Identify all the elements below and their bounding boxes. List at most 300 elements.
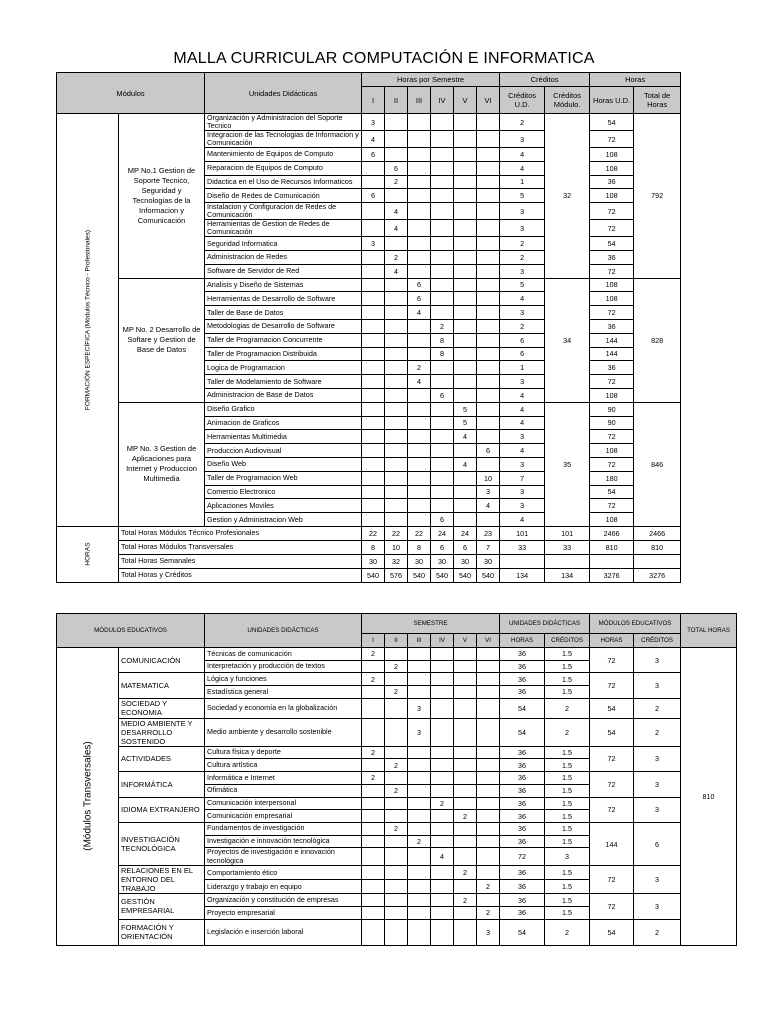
t2-semester-hours <box>477 784 500 797</box>
semester-header: III <box>408 87 431 114</box>
semester-hours <box>385 375 408 389</box>
semester-hours <box>408 444 431 458</box>
semester-hours <box>431 278 454 292</box>
t2-semester-hours <box>408 880 431 894</box>
semester-hours <box>385 361 408 375</box>
semester-hours <box>454 471 477 485</box>
semester-hours <box>362 388 385 402</box>
totals-credits-ud: 101 <box>500 526 545 540</box>
t2-unit-hours: 36 <box>500 784 545 797</box>
t2-semester-hours <box>362 866 385 880</box>
t2-semester-hours: 2 <box>362 648 385 661</box>
t2-unit-name: Proyecto empresarial <box>205 906 362 919</box>
t2-unit-hours: 54 <box>500 919 545 945</box>
unit-credits: 3 <box>500 306 545 320</box>
t2-semester-hours <box>454 880 477 894</box>
semester-hours <box>385 499 408 513</box>
semester-hours: 4 <box>477 499 500 513</box>
semester-hours <box>454 306 477 320</box>
t2-unit-credits: 1.5 <box>545 906 590 919</box>
semester-hours: 8 <box>431 333 454 347</box>
semester-hours <box>362 220 385 237</box>
unit-hours: 108 <box>590 292 634 306</box>
unit-credits: 4 <box>500 402 545 416</box>
t2-semester-hours <box>385 906 408 919</box>
t2-module-credits: 3 <box>634 772 681 797</box>
t2-unit-row <box>57 866 737 880</box>
t2-semester-hours <box>431 648 454 661</box>
semester-hours <box>454 175 477 189</box>
totals-semester: 540 <box>431 568 454 582</box>
t2-semester-hours <box>477 648 500 661</box>
semester-hours <box>477 430 500 444</box>
semester-hours: 5 <box>454 416 477 430</box>
t2-module-credits: 3 <box>634 797 681 822</box>
t2-semester-hours <box>385 919 408 945</box>
t2-semester-hours <box>362 880 385 894</box>
t2-semester-hours <box>431 894 454 907</box>
semester-hours <box>431 499 454 513</box>
t2-unit-hours: 36 <box>500 759 545 772</box>
unit-credits: 6 <box>500 347 545 361</box>
t2-semester-hours <box>385 648 408 661</box>
t2-semester-hours <box>477 686 500 699</box>
semester-hours <box>408 220 431 237</box>
totals-semester: 22 <box>362 526 385 540</box>
t2-semester-header: I <box>362 634 385 648</box>
unit-credits: 3 <box>500 375 545 389</box>
totals-semester: 30 <box>431 554 454 568</box>
t2-module-credits: 3 <box>634 894 681 919</box>
t2-semester-hours <box>408 759 431 772</box>
unit-credits: 3 <box>500 264 545 278</box>
semester-hours <box>385 402 408 416</box>
t2-semester-hours <box>362 810 385 823</box>
semester-hours <box>431 250 454 264</box>
t2-module-hours: 54 <box>590 698 634 718</box>
t2-semester-hours <box>454 759 477 772</box>
unit-row <box>57 402 681 416</box>
t2-semester-hours <box>454 784 477 797</box>
t2-unit-row <box>57 894 737 907</box>
semester-hours <box>477 416 500 430</box>
semester-hours <box>477 237 500 251</box>
semester-hours: 4 <box>454 430 477 444</box>
t2-semester-hours <box>431 822 454 835</box>
semester-hours <box>431 471 454 485</box>
semester-header: VI <box>477 87 500 114</box>
unit-hours: 108 <box>590 278 634 292</box>
semester-hours <box>431 444 454 458</box>
semester-hours <box>431 375 454 389</box>
t2-semester-header: II <box>385 634 408 648</box>
semester-hours <box>477 513 500 527</box>
t2-module-hours: 72 <box>590 894 634 919</box>
semester-hours: 6 <box>431 388 454 402</box>
totals-row <box>57 554 681 568</box>
t2-unit-row <box>57 718 737 746</box>
t2-unit-name: Comportamiento ético <box>205 866 362 880</box>
t2-semester-hours <box>431 772 454 785</box>
t2-header-total-horas: TOTAL HORAS <box>681 614 737 648</box>
semester-hours <box>385 388 408 402</box>
semester-hours <box>385 333 408 347</box>
semester-hours <box>385 278 408 292</box>
t2-module-name: INFORMÁTICA <box>119 772 205 797</box>
semester-hours <box>477 203 500 220</box>
totals-row <box>57 526 681 540</box>
t2-semester-hours <box>477 718 500 746</box>
t2-semester-hours <box>408 866 431 880</box>
unit-name: Herramientas Multimedia <box>205 430 362 444</box>
t2-unit-hours: 36 <box>500 822 545 835</box>
t2-semester-hours <box>454 797 477 810</box>
semester-hours <box>362 333 385 347</box>
t2-unit-credits: 1.5 <box>545 660 590 673</box>
semester-hours <box>408 457 431 471</box>
semester-hours <box>454 114 477 131</box>
t2-unit-name: Ofimática <box>205 784 362 797</box>
t2-unit-credits: 2 <box>545 919 590 945</box>
unit-name: Diseño Web <box>205 457 362 471</box>
t2-semester-hours <box>431 686 454 699</box>
semester-hours <box>362 402 385 416</box>
unit-name: Comercio Electronico <box>205 485 362 499</box>
semester-hours <box>362 361 385 375</box>
semester-hours <box>477 375 500 389</box>
t2-semester-hours <box>477 822 500 835</box>
t2-unit-row <box>57 772 737 785</box>
unit-hours: 72 <box>590 430 634 444</box>
totals-credits-module: 33 <box>545 540 590 554</box>
semester-hours <box>385 148 408 162</box>
semester-hours <box>431 292 454 306</box>
semester-hours <box>477 250 500 264</box>
unit-hours: 36 <box>590 250 634 264</box>
t2-module-credits: 2 <box>634 718 681 746</box>
t2-semester-hours: 2 <box>385 759 408 772</box>
unit-name: Administracion de Base de Datos <box>205 388 362 402</box>
t2-module-hours: 144 <box>590 822 634 865</box>
unit-credits: 4 <box>500 148 545 162</box>
semester-hours <box>362 175 385 189</box>
t2-semester-hours <box>454 660 477 673</box>
t2-semester-hours <box>408 673 431 686</box>
t2-header-me-horas: HORAS <box>590 634 634 648</box>
header-modulos: Módulos <box>57 73 205 114</box>
semester-hours <box>431 220 454 237</box>
semester-header: I <box>362 87 385 114</box>
t2-semester-hours <box>408 797 431 810</box>
semester-hours <box>408 499 431 513</box>
totals-semester: 6 <box>431 540 454 554</box>
t2-module-hours: 72 <box>590 746 634 771</box>
totals-credits-module: 134 <box>545 568 590 582</box>
semester-hours <box>477 189 500 203</box>
t2-semester-hours <box>385 797 408 810</box>
t2-semester-hours <box>362 835 385 848</box>
semester-hours <box>477 402 500 416</box>
unit-credits: 5 <box>500 189 545 203</box>
t2-semester-hours <box>431 746 454 759</box>
t2-semester-hours <box>385 835 408 848</box>
unit-credits: 5 <box>500 278 545 292</box>
semester-hours: 2 <box>385 250 408 264</box>
t2-semester-hours <box>454 772 477 785</box>
t2-header-unidades: UNIDADES DIDÁCTICAS <box>205 614 362 648</box>
unit-credits: 4 <box>500 292 545 306</box>
semester-hours <box>454 485 477 499</box>
t2-module-name: MEDIO AMBIENTE Y DESARROLLO SOSTENIDO <box>119 718 205 746</box>
t2-semester-hours <box>477 660 500 673</box>
t2-unit-row <box>57 673 737 686</box>
semester-hours <box>477 161 500 175</box>
horas-label: HORAS <box>84 542 91 566</box>
semester-hours: 2 <box>408 361 431 375</box>
semester-hours <box>431 430 454 444</box>
semester-hours <box>408 430 431 444</box>
unit-hours: 108 <box>590 513 634 527</box>
t2-semester-hours: 2 <box>454 894 477 907</box>
semester-hours <box>431 189 454 203</box>
t2-module-hours: 72 <box>590 673 634 698</box>
t2-unit-hours: 36 <box>500 648 545 661</box>
t2-semester-hours <box>408 919 431 945</box>
totals-hours-total: 810 <box>634 540 681 554</box>
t2-semester-hours <box>385 718 408 746</box>
semester-hours <box>362 203 385 220</box>
unit-credits: 7 <box>500 471 545 485</box>
t2-semester-header: IV <box>431 634 454 648</box>
unit-hours: 108 <box>590 189 634 203</box>
t2-semester-hours <box>477 772 500 785</box>
unit-name: Taller de Base de Datos <box>205 306 362 320</box>
t2-semester-hours <box>477 698 500 718</box>
technical-modules-table <box>56 72 681 583</box>
semester-hours <box>454 148 477 162</box>
totals-credits-ud <box>500 554 545 568</box>
unit-hours: 72 <box>590 203 634 220</box>
t2-module-name: IDIOMA EXTRANJERO <box>119 797 205 822</box>
unit-name: Herramientas de Gestion de Redes de Comunicación <box>205 220 362 237</box>
t2-semester-hours <box>385 848 408 866</box>
semester-header: V <box>454 87 477 114</box>
t2-semester-hours: 2 <box>477 880 500 894</box>
t2-unit-credits: 1.5 <box>545 894 590 907</box>
semester-hours <box>454 292 477 306</box>
semester-hours: 4 <box>385 220 408 237</box>
t2-semester-hours: 2 <box>385 784 408 797</box>
t2-unit-hours: 36 <box>500 772 545 785</box>
t2-unit-name: Comunicación interpersonal <box>205 797 362 810</box>
totals-semester: 576 <box>385 568 408 582</box>
t2-semester-hours <box>431 810 454 823</box>
t2-unit-name: Lógica y funciones <box>205 673 362 686</box>
t2-semester-hours <box>454 648 477 661</box>
t2-semester-hours: 2 <box>477 906 500 919</box>
t2-module-name: FORMACIÓN Y ORIENTACIÓN <box>119 919 205 945</box>
unit-credits: 3 <box>500 499 545 513</box>
t2-unit-name: Informática e Internet <box>205 772 362 785</box>
totals-semester: 540 <box>477 568 500 582</box>
unit-name: Metodologias de Desarrollo de Software <box>205 319 362 333</box>
t2-semester-hours <box>362 797 385 810</box>
unit-name: Analisis y Diseño de Sistemas <box>205 278 362 292</box>
t2-unit-row <box>57 797 737 810</box>
totals-hours-ud: 810 <box>590 540 634 554</box>
unit-name: Taller de Modelamiento de Software <box>205 375 362 389</box>
t2-module-credits: 2 <box>634 919 681 945</box>
t2-semester-hours <box>362 718 385 746</box>
t2-unit-hours: 36 <box>500 835 545 848</box>
semester-hours: 3 <box>362 237 385 251</box>
semester-hours <box>385 292 408 306</box>
unit-name: Administracion de Redes <box>205 250 362 264</box>
totals-semester: 24 <box>431 526 454 540</box>
module-name: MP No.1 Gestion de Soporte Tecnico, Seguridad y Tecnologias de la Informacion y Comunicación <box>119 114 205 279</box>
unit-name: Organización y Administracion del Soporte Tecnico <box>205 114 362 131</box>
semester-hours: 4 <box>408 375 431 389</box>
semester-hours <box>385 306 408 320</box>
semester-hours <box>477 457 500 471</box>
totals-hours-total: 2466 <box>634 526 681 540</box>
semester-hours <box>431 114 454 131</box>
totals-semester: 24 <box>454 526 477 540</box>
t2-unit-hours: 36 <box>500 686 545 699</box>
t2-module-hours: 72 <box>590 797 634 822</box>
semester-hours <box>385 237 408 251</box>
totals-label: Total Horas Módulos Técnico Profesionales <box>119 526 362 540</box>
totals-label: Total Horas Semanales <box>119 554 362 568</box>
semester-hours <box>362 264 385 278</box>
t2-header-me-creditos: CRÉDITOS <box>634 634 681 648</box>
header-horas-semestre: Horas por Semestre <box>362 73 500 87</box>
semester-hours <box>477 292 500 306</box>
t2-semester-hours <box>477 746 500 759</box>
semester-hours: 8 <box>431 347 454 361</box>
semester-hours <box>385 457 408 471</box>
semester-hours <box>385 114 408 131</box>
totals-label: Total Horas y Créditos <box>119 568 362 582</box>
t2-semester-hours <box>385 746 408 759</box>
semester-hours <box>362 306 385 320</box>
t2-semester-hours <box>408 894 431 907</box>
semester-hours <box>362 347 385 361</box>
semester-hours <box>385 319 408 333</box>
semester-hours <box>431 175 454 189</box>
t2-unit-credits: 1.5 <box>545 759 590 772</box>
t2-semester-hours <box>408 746 431 759</box>
unit-hours: 54 <box>590 114 634 131</box>
unit-credits: 3 <box>500 220 545 237</box>
t2-semester-hours <box>431 835 454 848</box>
t2-semester-hours: 2 <box>454 866 477 880</box>
t2-semester-hours <box>408 648 431 661</box>
semester-hours <box>431 161 454 175</box>
unit-name: Animacion de Graficos <box>205 416 362 430</box>
t2-unit-hours: 36 <box>500 746 545 759</box>
t2-semester-hours <box>362 686 385 699</box>
unit-name: Instalacion y Configuracion de Redes de Comunicación <box>205 203 362 220</box>
semester-hours <box>431 416 454 430</box>
semester-hours <box>408 161 431 175</box>
semester-hours <box>431 203 454 220</box>
t2-semester-hours: 2 <box>385 660 408 673</box>
t2-semester-hours <box>477 797 500 810</box>
semester-hours <box>477 264 500 278</box>
t2-semester-hours <box>408 848 431 866</box>
t2-semester-hours <box>362 919 385 945</box>
semester-hours <box>477 306 500 320</box>
semester-hours <box>408 416 431 430</box>
t2-unit-credits: 1.5 <box>545 746 590 759</box>
unit-name: Diseño de Redes de Comunicación <box>205 189 362 203</box>
semester-hours <box>454 444 477 458</box>
semester-hours <box>408 513 431 527</box>
totals-row <box>57 568 681 582</box>
semester-hours <box>431 306 454 320</box>
semester-hours <box>477 278 500 292</box>
totals-hours-ud <box>590 554 634 568</box>
unit-credits: 6 <box>500 333 545 347</box>
t2-semester-hours <box>408 906 431 919</box>
semester-hours: 3 <box>477 485 500 499</box>
t2-unit-name: Liderazgo y trabajo en equipo <box>205 880 362 894</box>
t2-semester-hours: 3 <box>408 718 431 746</box>
t2-semester-hours <box>454 698 477 718</box>
t2-semester-hours <box>408 660 431 673</box>
semester-hours <box>408 333 431 347</box>
semester-hours <box>385 430 408 444</box>
module-total-hours: 792 <box>634 114 681 279</box>
unit-row <box>57 114 681 131</box>
t2-unit-credits: 1.5 <box>545 880 590 894</box>
semester-hours <box>454 131 477 148</box>
t2-semester-hours <box>362 894 385 907</box>
t2-semester-hours <box>408 686 431 699</box>
t2-module-credits: 6 <box>634 822 681 865</box>
semester-hours <box>362 499 385 513</box>
unit-name: Taller de Programacion Web <box>205 471 362 485</box>
t2-unit-hours: 36 <box>500 906 545 919</box>
unit-hours: 72 <box>590 375 634 389</box>
unit-hours: 54 <box>590 485 634 499</box>
t2-unit-credits: 1.5 <box>545 866 590 880</box>
semester-hours <box>362 471 385 485</box>
semester-hours <box>408 250 431 264</box>
t2-module-hours: 54 <box>590 919 634 945</box>
totals-semester: 8 <box>362 540 385 554</box>
unit-hours: 72 <box>590 499 634 513</box>
totals-credits-module <box>545 554 590 568</box>
unit-credits: 2 <box>500 319 545 333</box>
semester-hours: 6 <box>477 444 500 458</box>
semester-hours: 6 <box>385 161 408 175</box>
t2-semester-hours <box>408 772 431 785</box>
semester-hours <box>385 444 408 458</box>
t2-unit-name: Investigación e innovación tecnológica <box>205 835 362 848</box>
totals-credits-ud: 134 <box>500 568 545 582</box>
totals-semester: 32 <box>385 554 408 568</box>
semester-hours <box>362 513 385 527</box>
t2-module-credits: 3 <box>634 746 681 771</box>
t2-semester-hours: 2 <box>385 686 408 699</box>
t2-semester-hours <box>431 673 454 686</box>
semester-hours <box>431 485 454 499</box>
semester-hours <box>431 402 454 416</box>
t2-unit-hours: 36 <box>500 894 545 907</box>
module-name: MP No. 2 Desarrollo de Softare y Gestion de Base de Datos <box>119 278 205 402</box>
